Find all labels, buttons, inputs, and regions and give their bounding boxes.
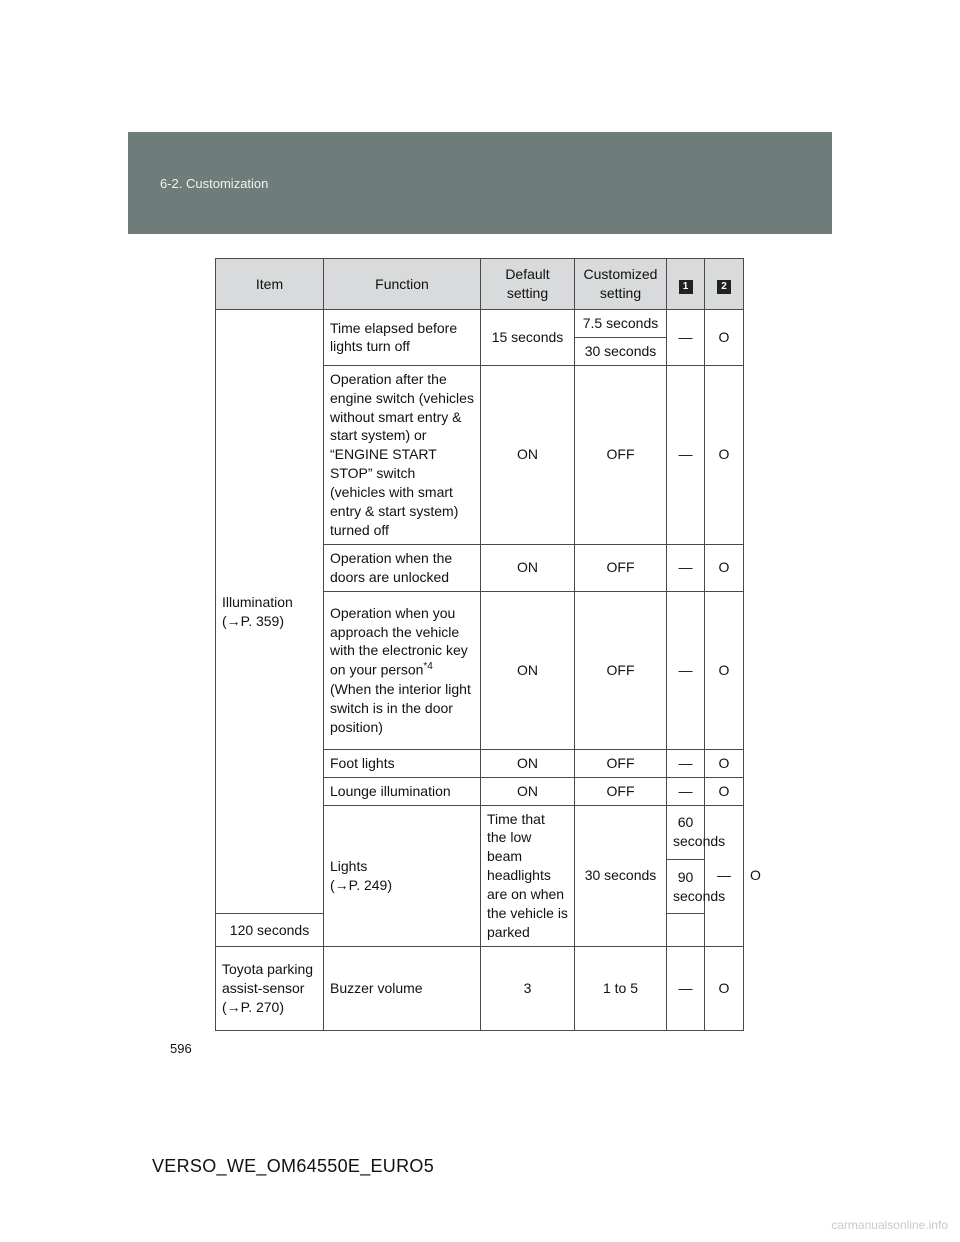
item-name: Toyota parking assist-sensor <box>222 960 314 996</box>
customized-cell: OFF <box>575 365 667 544</box>
customized-cell: 90 seconds <box>667 859 705 913</box>
page-number: 596 <box>170 1041 192 1056</box>
item-parking-assist <box>216 946 324 1030</box>
col1-cell: — <box>667 365 705 544</box>
customization-table <box>215 258 761 1031</box>
item-illumination <box>216 310 324 914</box>
col1-cell: — <box>667 946 705 1030</box>
page-reference: (→P. 270) <box>222 998 284 1015</box>
function-cell <box>324 591 481 749</box>
customized-cell: 30 seconds <box>575 337 667 365</box>
column-header-default: Default setting <box>481 259 575 310</box>
item-name: Illumination <box>222 593 293 610</box>
col2-cell: O <box>705 591 744 749</box>
col2-cell: O <box>705 777 744 805</box>
default-cell: ON <box>481 749 575 777</box>
table-row: Lights (→P. 249) Time that the low beam headlights are on when the vehicle is parked 30 seconds 60 seconds — O <box>216 805 744 859</box>
col1-cell: — <box>705 805 744 946</box>
function-cell: Time that the low beam headlights are on when the vehicle is parked <box>481 805 575 946</box>
function-note: (When the interior light switch is in the door position) <box>330 680 471 735</box>
function-text: Operation when you approach the vehicle with the electronic key on your person <box>330 604 468 678</box>
customized-cell: OFF <box>575 591 667 749</box>
col1-cell: — <box>667 591 705 749</box>
column-header-1 <box>667 259 705 310</box>
customized-cell: OFF <box>575 544 667 591</box>
col2-cell: O <box>705 365 744 544</box>
function-cell: Time elapsed before lights turn off <box>324 310 481 366</box>
customized-cell: 7.5 seconds <box>575 310 667 338</box>
function-cell: Operation when the doors are unlocked <box>324 544 481 591</box>
column-1-badge: 1 <box>679 280 693 294</box>
item-lights <box>324 805 481 946</box>
column-header-2 <box>705 259 744 310</box>
table-row <box>216 310 744 338</box>
customized-cell: OFF <box>575 749 667 777</box>
customized-cell: 120 seconds <box>216 914 324 947</box>
page-reference: (→P. 359) <box>222 612 284 629</box>
customized-cell: 60 seconds <box>667 805 705 859</box>
section-title: 6-2. Customization <box>160 176 269 191</box>
table-row <box>216 946 744 1030</box>
default-cell: ON <box>481 591 575 749</box>
column-2-badge: 2 <box>717 280 731 294</box>
default-cell: 3 <box>481 946 575 1030</box>
col2-cell: O <box>705 946 744 1030</box>
column-header-item: Item <box>216 259 324 310</box>
col1-cell: — <box>667 777 705 805</box>
default-cell: ON <box>481 777 575 805</box>
customized-cell: 1 to 5 <box>575 946 667 1030</box>
page-reference: (→P. 249) <box>330 876 392 893</box>
column-header-customized: Customized setting <box>575 259 667 310</box>
col2-cell: O <box>705 544 744 591</box>
function-cell: Operation after the engine switch (vehicles without smart entry & start system) or “ENGINE START STOP” switch (vehicles with smart entry & start system) turned off <box>324 365 481 544</box>
col1-cell: — <box>667 310 705 366</box>
default-cell: 30 seconds <box>575 805 667 946</box>
default-cell: 15 seconds <box>481 310 575 366</box>
default-cell: ON <box>481 365 575 544</box>
table-header-row <box>216 259 744 310</box>
function-cell: Buzzer volume <box>324 946 481 1030</box>
document-code: VERSO_WE_OM64550E_EURO5 <box>152 1156 435 1176</box>
col2-cell: O <box>705 310 744 366</box>
col1-cell: — <box>667 749 705 777</box>
item-name: Lights <box>330 857 368 874</box>
col2-cell: O <box>705 749 744 777</box>
column-header-function: Function <box>324 259 481 310</box>
col1-cell: — <box>667 544 705 591</box>
footnote-marker: *4 <box>423 661 433 673</box>
default-cell: ON <box>481 544 575 591</box>
function-cell: Foot lights <box>324 749 481 777</box>
customized-cell: OFF <box>575 777 667 805</box>
function-cell: Lounge illumination <box>324 777 481 805</box>
watermark: carmanualsonline.info <box>831 1218 948 1232</box>
